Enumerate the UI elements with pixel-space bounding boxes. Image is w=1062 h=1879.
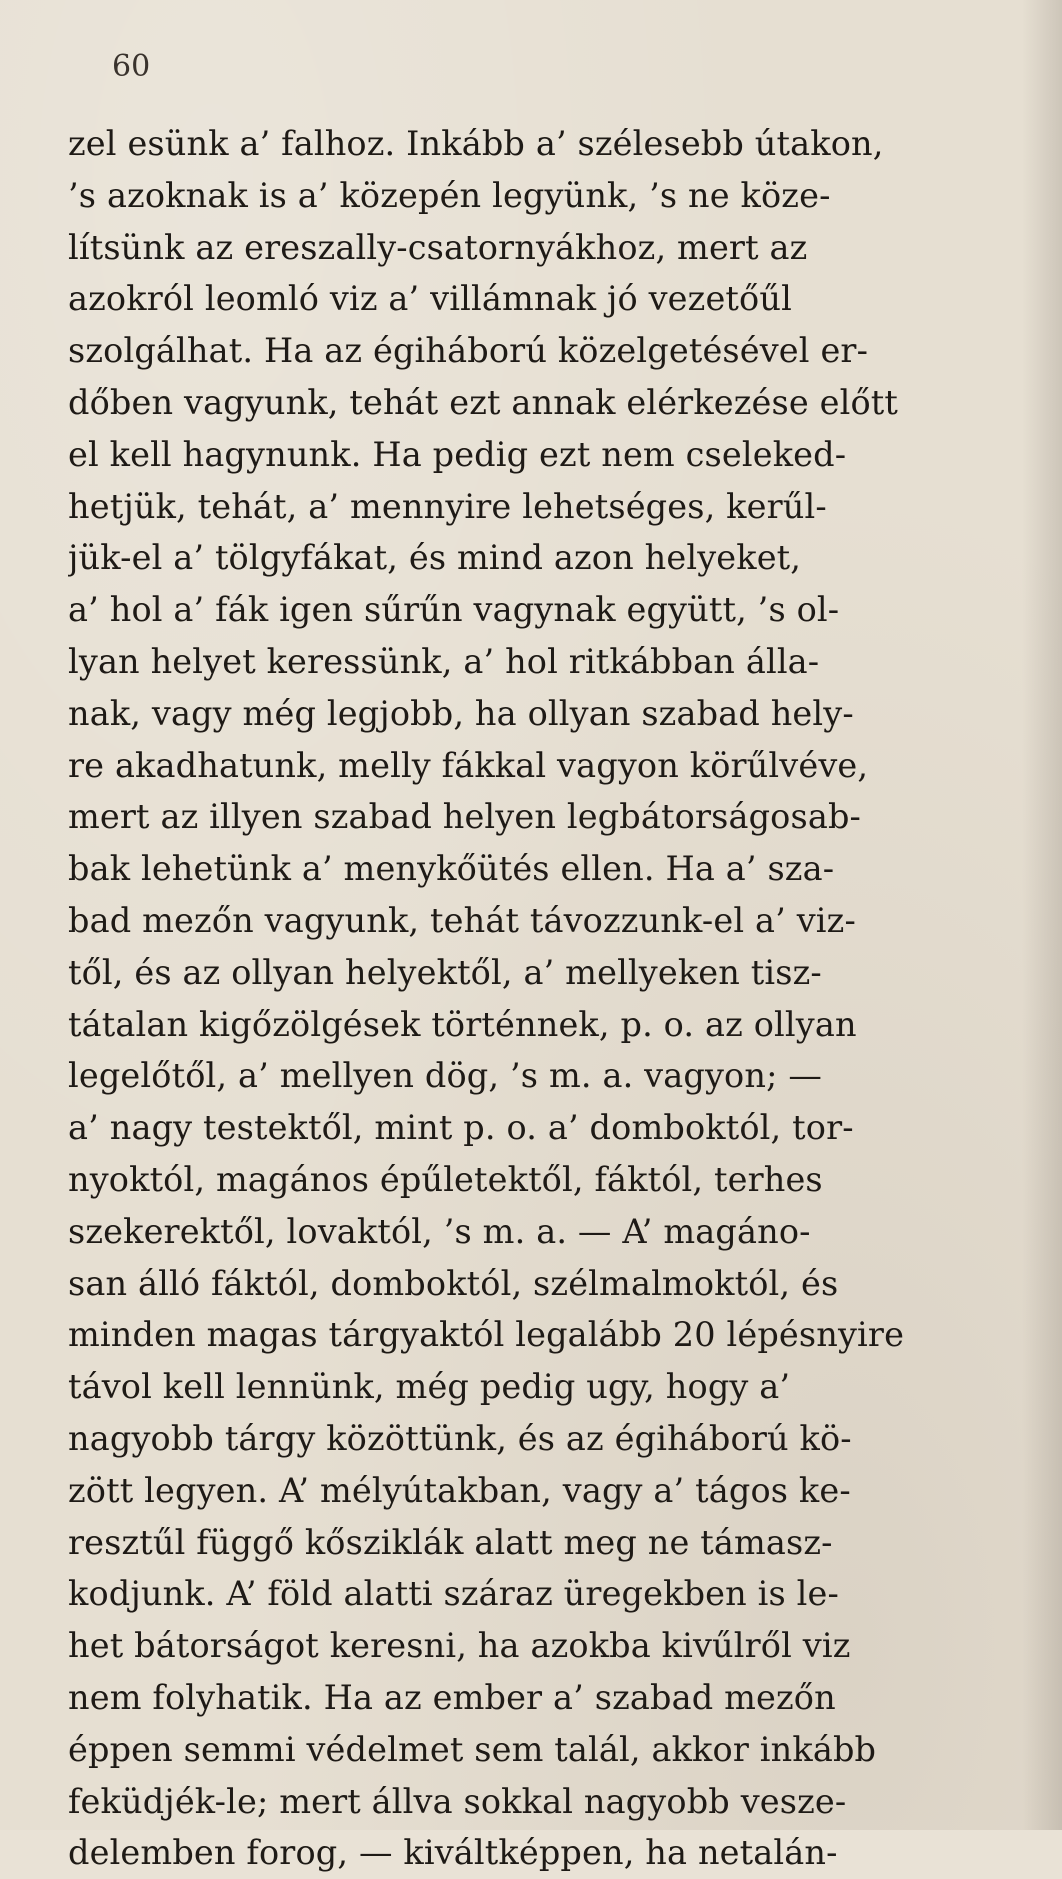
text-line: lítsünk az ereszally-csatornyákhoz, mert az (68, 227, 808, 267)
text-line: legelőtől, a’ mellyen dög, ’s m. a. vagyon; — (68, 1056, 822, 1096)
text-line: dőben vagyunk, tehát ezt annak elérkezése előtt (68, 382, 899, 422)
text-line: jük-el a’ tölgyfákat, és mind azon helyeket, (68, 538, 802, 578)
text-line: távol kell lennünk, még pedig ugy, hogy a’ (68, 1367, 791, 1407)
text-line: től, és az ollyan helyektől, a’ mellyeken tisz- (68, 952, 822, 992)
text-line: nem folyhatik. Ha az ember a’ szabad mezőn (68, 1677, 836, 1717)
text-line: resztűl függő kősziklák alatt meg ne támasz- (68, 1522, 833, 1562)
text-line: éppen semmi védelmet sem talál, akkor inkább (68, 1729, 877, 1769)
text-line: kodjunk. A’ föld alatti száraz üregekben is le- (68, 1574, 839, 1614)
text-line: zött legyen. A’ mélyútakban, vagy a’ tágos ke- (68, 1470, 851, 1510)
text-line: szolgálhat. Ha az égiháború közelgetésével er- (68, 331, 869, 371)
text-line: het bátorságot keresni, ha azokba kivűlről viz (68, 1626, 851, 1666)
text-line: delemben forog, — kiváltképpen, ha netalán- (68, 1833, 838, 1873)
text-line: san álló fáktól, domboktól, szélmalmoktól, és (68, 1263, 839, 1303)
text-line: szekerektől, lovaktól, ’s m. a. — A’ magáno- (68, 1211, 811, 1251)
text-line: mert az illyen szabad helyen legbátorságosab- (68, 797, 862, 837)
text-line: bak lehetünk a’ menykőütés ellen. Ha a’ sza- (68, 849, 835, 889)
text-line: tátalan kigőzölgések történnek, p. o. az ollyan (68, 1004, 857, 1044)
text-line: ’s azoknak is a’ közepén legyünk, ’s ne köze- (68, 175, 831, 215)
text-line: lyan helyet keressünk, a’ hol ritkábban álla- (68, 641, 820, 681)
text-line: azokról leomló viz a’ villámnak jó vezetőűl (68, 279, 792, 319)
text-line: a’ hol a’ fák igen sűrűn vagynak együtt, ’s ol- (68, 590, 840, 630)
text-line: bad mezőn vagyunk, tehát távozzunk-el a’ viz- (68, 900, 856, 940)
text-line: nagyobb tárgy közöttünk, és az égiháború kö- (68, 1418, 852, 1458)
text-line: re akadhatunk, melly fákkal vagyon körűlvéve, (68, 745, 869, 785)
text-line: hetjük, tehát, a’ mennyire lehetséges, kerűl- (68, 486, 827, 526)
page-number: 60 (112, 49, 151, 84)
text-line: a’ nagy testektől, mint p. o. a’ domboktól, tor- (68, 1108, 854, 1148)
body-text (68, 118, 1014, 1879)
text-line: nyoktól, magános épűletektől, fáktól, terhes (68, 1159, 823, 1199)
text-line: zel esünk a’ falhoz. Inkább a’ szélesebb útakon, (68, 124, 884, 163)
page-edge-shadow (1022, 0, 1062, 1830)
text-line: minden magas tárgyaktól legalább 20 lépésnyire (68, 1315, 905, 1355)
text-line: el kell hagynunk. Ha pedig ezt nem cseleked- (68, 434, 847, 474)
text-line: feküdjék-le; mert állva sokkal nagyobb vesze- (68, 1781, 847, 1821)
text-line: nak, vagy még legjobb, ha ollyan szabad hely- (68, 693, 854, 733)
